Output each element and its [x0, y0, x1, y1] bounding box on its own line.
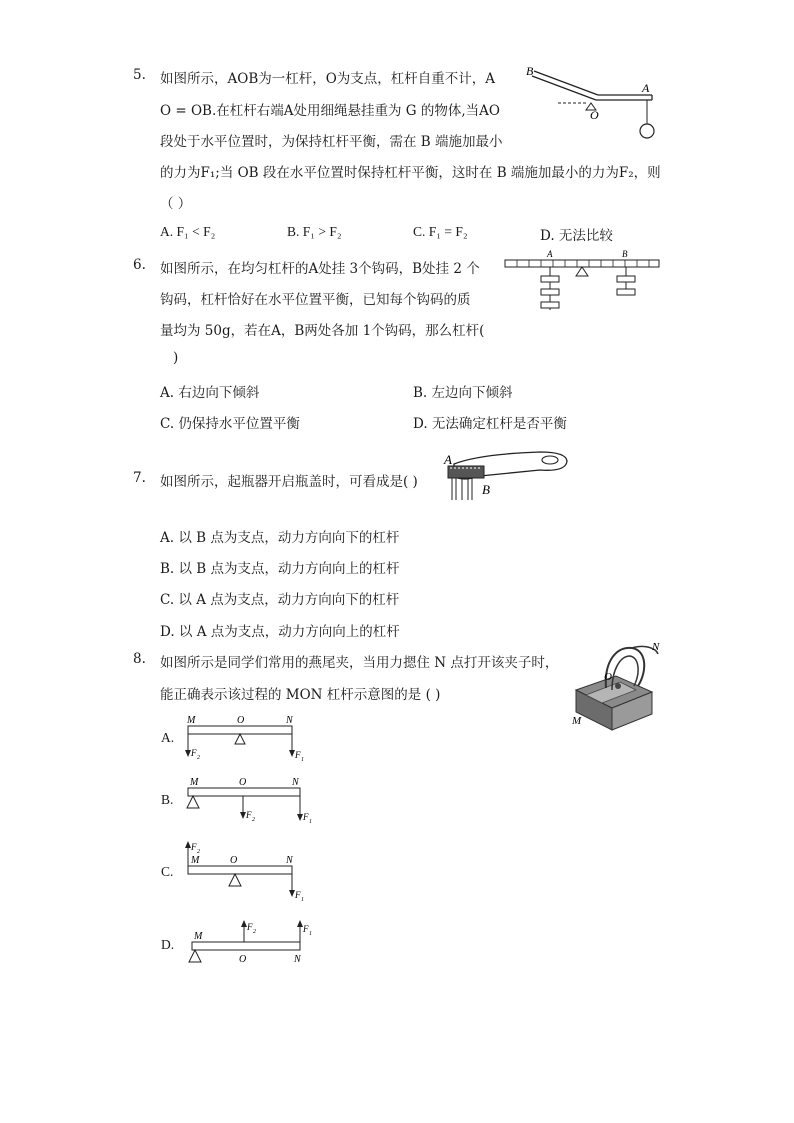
svg-text:F: F: [295, 890, 301, 900]
question-number: 5.: [133, 67, 146, 83]
option-b[interactable]: B. 左边向下倾斜: [413, 385, 513, 401]
label-m: M: [572, 715, 582, 727]
svg-text:1: 1: [301, 897, 304, 902]
label-b: B: [482, 482, 490, 497]
svg-text:M: M: [191, 855, 200, 866]
option-d[interactable]: D. 以 A 点为支点，动力方向向上的杠杆: [160, 624, 400, 640]
option-a[interactable]: A. 以 B 点为支点，动力方向向下的杠杆: [160, 530, 400, 546]
lever-diagram-a: [182, 712, 322, 762]
option-d[interactable]: D. 无法确定杠杆是否平衡: [413, 416, 567, 432]
question-text-line: 如图所示，在均匀杠杆的A处挂 3个钩码，B处挂 2 个: [160, 261, 480, 277]
question-text-line: 如图所示是同学们常用的燕尾夹，当用力摁住 N 点打开该夹子时，: [160, 655, 559, 671]
svg-text:N: N: [286, 715, 293, 726]
binder-clip-image: [566, 640, 666, 740]
svg-text:M: M: [187, 715, 196, 726]
option-letter: A.: [161, 730, 175, 745]
svg-text:F: F: [303, 812, 309, 822]
svg-text:O: O: [230, 855, 238, 866]
lever-aob-figure: [518, 62, 668, 144]
label-b: B: [526, 64, 534, 78]
svg-text:N: N: [286, 855, 293, 866]
question-text-line: 如图所示，AOB为一杠杆，O为支点，杠杆自重不计，A: [160, 71, 496, 87]
svg-text:1: 1: [309, 819, 312, 825]
lever-diagram-c: [182, 838, 322, 902]
svg-text:2: 2: [253, 929, 256, 935]
lever-diagram-b: [182, 774, 322, 826]
label-n: N: [652, 641, 660, 653]
option-b[interactable]: B. 以 B 点为支点，动力方向向上的杠杆: [160, 561, 400, 577]
question-number: 6.: [133, 257, 146, 273]
label-a: A: [444, 452, 452, 467]
question-text-line: 段处于水平位置时，为保持杠杆平衡，需在 B 端施加最小: [160, 134, 503, 150]
svg-text:M: M: [194, 931, 203, 942]
bottle-opener-figure: [440, 446, 570, 504]
svg-text:F: F: [247, 922, 253, 932]
question-text-line: 如图所示，起瓶器开启瓶盖时，可看成是( ): [160, 474, 418, 490]
option-c[interactable]: C. 仍保持水平位置平衡: [160, 416, 300, 432]
option-a[interactable]: A. F₁ < F₂: [160, 224, 216, 239]
question-number: 8.: [133, 651, 146, 667]
question-text-line: 钩码，杠杆恰好在水平位置平衡，已知每个钩码的质: [160, 292, 471, 308]
svg-text:F: F: [295, 750, 301, 760]
lever-diagram-d: [182, 918, 322, 970]
svg-text:1: 1: [301, 757, 304, 762]
answer-blank: （ ）: [160, 196, 192, 212]
option-letter: D.: [161, 937, 175, 952]
option-c[interactable]: C. 以 A 点为支点，动力方向向下的杠杆: [160, 592, 400, 608]
label-o: O: [590, 108, 599, 122]
option-b[interactable]: B. F₁ > F₂: [287, 224, 342, 239]
label-b: B: [622, 249, 628, 259]
svg-text:M: M: [190, 777, 199, 788]
svg-text:F: F: [246, 810, 252, 820]
svg-text:1: 1: [309, 931, 312, 937]
option-letter: B.: [161, 792, 174, 807]
option-c[interactable]: C. F₁ = F₂: [413, 224, 468, 239]
svg-text:2: 2: [197, 849, 200, 855]
question-text-line: 量均为 50g，若在A，B两处各加 1个钩码，那么杠杆(: [160, 323, 485, 339]
label-o: O: [604, 671, 612, 683]
option-a[interactable]: A. 右边向下倾斜: [160, 385, 260, 401]
question-text-line: 能正确表示该过程的 MON 杠杆示意图的是 ( ): [160, 687, 441, 703]
option-letter: C.: [161, 864, 174, 879]
svg-text:2: 2: [252, 817, 255, 823]
svg-text:2: 2: [197, 755, 200, 761]
svg-text:O: O: [239, 954, 247, 965]
question-text-line: O = OB.在杠杆右端A处用细绳悬挂重为 G 的物体,当AO: [160, 103, 500, 119]
svg-text:O: O: [237, 715, 245, 726]
answer-blank: ): [173, 350, 179, 366]
svg-text:N: N: [294, 954, 301, 965]
svg-text:N: N: [292, 777, 299, 788]
label-a: A: [642, 81, 650, 95]
label-a: A: [547, 249, 553, 259]
svg-text:F: F: [191, 842, 197, 852]
svg-text:F: F: [191, 748, 197, 758]
option-d[interactable]: D. 无法比较: [540, 228, 613, 244]
svg-text:F: F: [303, 924, 309, 934]
question-text-line: 的力为F₁;当 OB 段在水平位置时保持杠杆平衡，这时在 B 端施加最小的力为F₂，则: [160, 165, 661, 181]
balanced-lever-figure: [502, 246, 662, 316]
question-number: 7.: [133, 470, 146, 486]
svg-text:O: O: [239, 777, 247, 788]
